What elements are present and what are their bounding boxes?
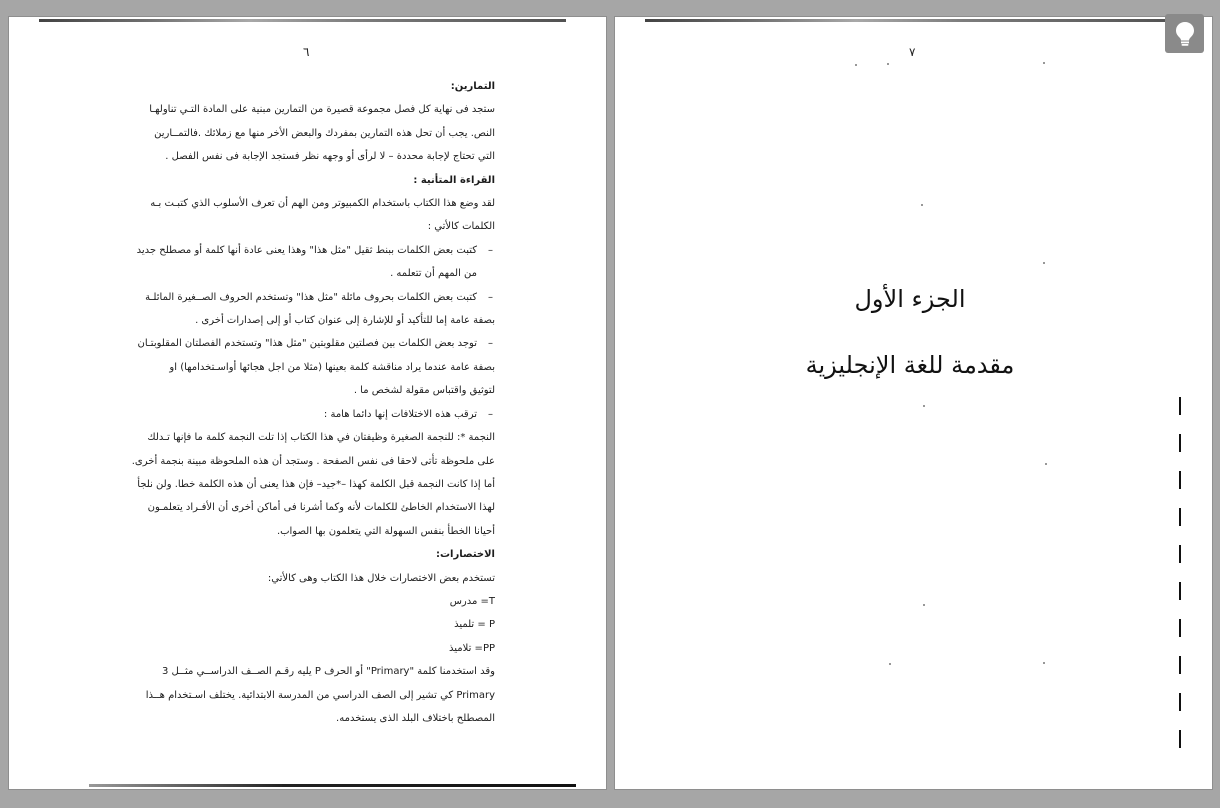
heading-exercises: التمارين: <box>450 81 495 92</box>
text-line: بصفة عامة عندما يراد مناقشة كلمة بعينها (مثلا من اجل هجائها أواسـتخدامها) او <box>169 361 495 373</box>
scan-speck <box>889 663 891 665</box>
heading-abbreviations: الاختصارات: <box>435 549 495 561</box>
right-page <box>614 16 1213 790</box>
bullet-item <box>103 239 495 262</box>
text-line: على ملحوظة تأتى لاحقا فى نفس الصفحة . وستجد أن هذه الملحوظة مبينة بنجمة أخرى. <box>131 455 495 467</box>
scan-speck <box>921 204 923 206</box>
text-line: ستجد فى نهاية كل فصل مجموعة قصيرة من التمارين مبنية على المادة التـي تناولهـا <box>149 104 495 116</box>
text-line: أما إذا كانت النجمة قبل الكلمة كهذا –*جيد– فإن هذا يعنى أن هذه الكلمة خطا. ولن نلجأ <box>137 478 495 490</box>
text-line: تستخدم بعض الاختصارات خلال هذا الكتاب وهى كالأتي: <box>267 572 495 584</box>
bullet-text: كتبت بعض الكلمات ببنط ثقيل "مثل هذا" وهذا يعنى عادة أنها كلمة أو مصطلح جديد <box>136 244 477 256</box>
hint-button[interactable] <box>1165 14 1204 53</box>
scan-speck <box>1043 262 1045 264</box>
text-line: الكلمات كالأتي : <box>427 221 495 233</box>
scan-edge-top <box>39 19 566 22</box>
dash-marker: – <box>488 338 493 350</box>
part-subtitle: مقدمة للغة الإنجليزية <box>805 351 1015 379</box>
scan-speck <box>1043 62 1045 64</box>
scan-speck <box>887 63 889 65</box>
bullet-item <box>103 332 495 355</box>
text-line: Primary كي تشير إلى الصف الدراسي من المدرسة الابتدائية. يختلف اسـتخدام هــذا <box>145 689 495 701</box>
scan-edge-top <box>645 19 1172 22</box>
scan-speck <box>1045 463 1047 465</box>
bullet-item <box>103 286 495 309</box>
scan-speck <box>923 604 925 606</box>
bullet-text: توجد بعض الكلمات بين فصلتين مقلوبتين "مثل هذا" وتستخدم الفصلتان المقلوبتـان <box>137 338 477 350</box>
text-line: لهذا الاستخدام الخاطئ للكلمات لأنه وكما أشرنا فى أماكن أخرى أن الأفـراد يتعلمـون <box>147 502 495 514</box>
text-line: لقد وضع هذا الكتاب باستخدام الكمبيوتر ومن الهم أن تعرف الأسلوب الذي كتبـت بـه <box>150 198 495 210</box>
text-line: وقد استخدمنا كلمة "Primary" أو الحرف P يليه رقـم الصــف الدراســي مثــل 3 <box>161 666 495 678</box>
scan-speck <box>1043 662 1045 664</box>
text-line: النص. يجب أن تحل هذه التمارين بمفردك والبعض الأخر منها مع زملائك .فالتمــارين <box>154 127 495 139</box>
text-line: التي تحتاج لإجابة محددة – لا لرأى أو وجهه نظر فستجد الإجابة فى نفس الفصل . <box>165 151 495 163</box>
scan-speck <box>855 64 857 66</box>
abbreviation-item: P = تلميذ <box>454 619 495 631</box>
bullet-text: كتبت بعض الكلمات بحروف مائلة "مثل هذا" وتستخدم الحروف الصــغيرة المائلـة <box>145 291 477 303</box>
page-number: ٦ <box>303 45 310 59</box>
bullet-text: ترقب هذه الاختلافات إنها دائما هامة : <box>323 408 477 420</box>
part-title: الجزء الأول <box>854 285 966 313</box>
scan-edge-marks <box>1179 397 1182 787</box>
lightbulb-icon <box>1174 21 1196 47</box>
dash-marker: – <box>488 408 493 420</box>
text-line: لتوثيق واقتباس مقولة لشخص ما . <box>353 385 495 397</box>
page-number: ٧ <box>909 45 916 59</box>
left-page <box>8 16 607 790</box>
text-line: من المهم أن تتعلمه . <box>390 268 477 280</box>
heading-careful-reading: القراءة المتأنية : <box>413 174 495 186</box>
dash-marker: – <box>488 244 493 256</box>
text-line: أحيانا الخطأ بنفس السهولة التي يتعلمون بها الصواب. <box>276 525 495 537</box>
text-line: المصطلح باختلاف البلد الذى يستخدمه. <box>336 712 495 724</box>
scan-speck <box>923 405 925 407</box>
page-body-text <box>103 75 495 730</box>
text-line: بصفة عامة إما للتأكيد أو للإشارة إلى عنوان كتاب أو إلى إصدارات أخرى . <box>195 315 495 327</box>
abbreviation-item: T= مدرس <box>449 595 495 607</box>
dash-marker: – <box>488 291 493 303</box>
bullet-item <box>103 403 495 426</box>
abbreviation-item: PP= تلاميذ <box>449 642 495 654</box>
text-line: النجمة *: للنجمة الصغيرة وظيفتان في هذا الكتاب إذا تلت النجمة كلمة ما فإنها تـدلك <box>147 432 495 444</box>
scan-edge-bottom <box>89 784 576 787</box>
